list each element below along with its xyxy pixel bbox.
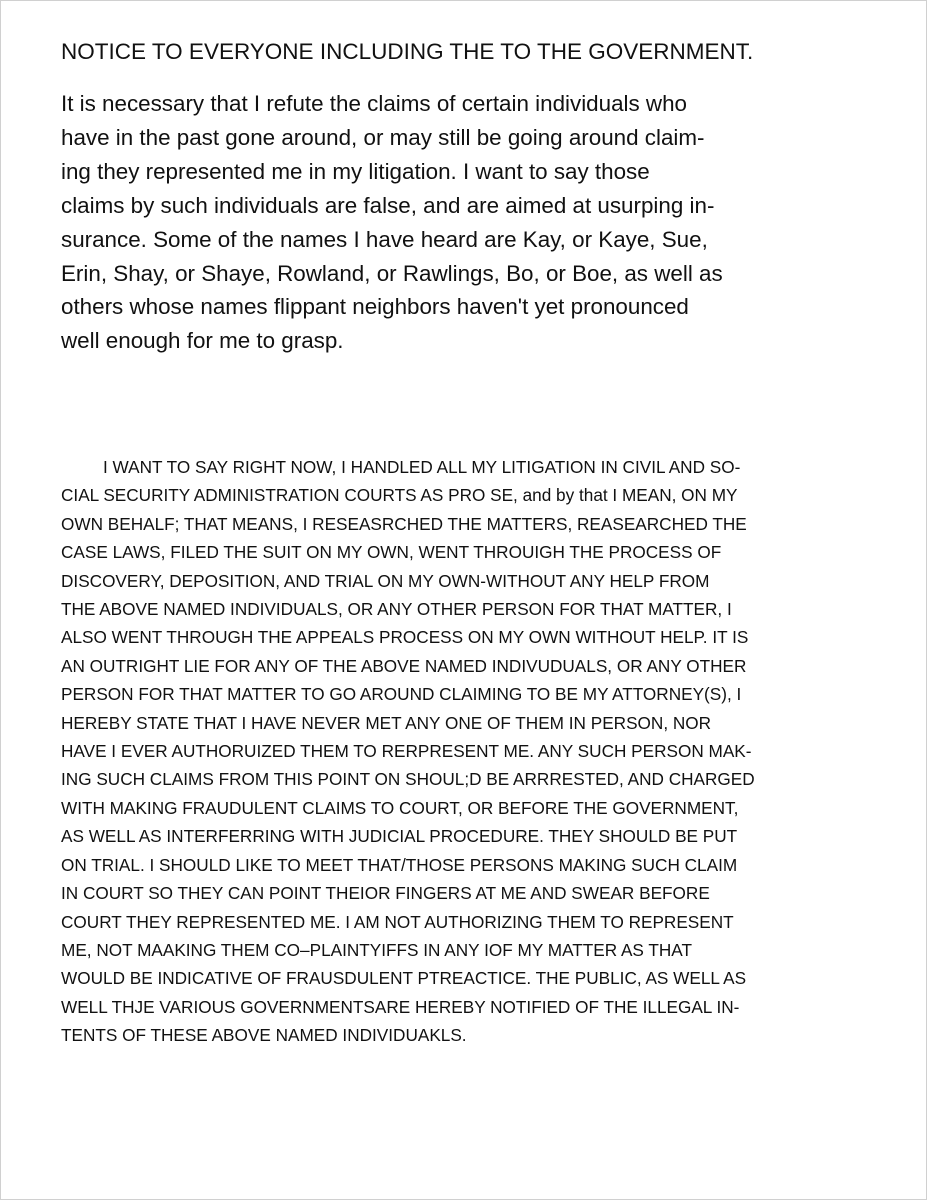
body-line: ME, NOT MAAKING THEM CO–PLAINTYIFFS IN ANY IOF MY MATTER AS THAT xyxy=(61,939,692,960)
body-line: AN OUTRIGHT LIE FOR ANY OF THE ABOVE NAMED INDIVUDUALS, OR ANY OTHER xyxy=(61,655,747,676)
body-line: DISCOVERY, DEPOSITION, AND TRIAL ON MY OWN-WITHOUT ANY HELP FROM xyxy=(61,570,710,591)
notice-title: NOTICE TO EVERYONE INCLUDING THE TO THE GOVERNMENT. xyxy=(61,39,754,64)
body-line: HAVE I EVER AUTHORUIZED THEM TO RERPRESENT ME. ANY SUCH PERSON MAK- xyxy=(61,741,752,762)
lead-paragraph xyxy=(61,87,861,358)
body-line: ING SUCH CLAIMS FROM THIS POINT ON SHOUL;D BE ARRRESTED, AND CHARGED xyxy=(61,769,755,790)
lead-line: others whose names flippant neighbors haven't yet pronounced xyxy=(61,294,689,320)
body-line: ON TRIAL. I SHOULD LIKE TO MEET THAT/THOSE PERSONS MAKING SUCH CLAIM xyxy=(61,854,738,875)
body-paragraph xyxy=(61,453,881,1050)
lead-line: Erin, Shay, or Shaye, Rowland, or Rawlings, Bo, or Boe, as well as xyxy=(61,260,723,286)
body-line: COURT THEY REPRESENTED ME. I AM NOT AUTHORIZING THEM TO REPRESENT xyxy=(61,911,734,932)
body-line: CASE LAWS, FILED THE SUIT ON MY OWN, WENT THROUIGH THE PROCESS OF xyxy=(61,542,722,563)
body-line: OWN BEHALF; THAT MEANS, I RESEASRCHED THE MATTERS, REASEARCHED THE xyxy=(61,513,747,534)
body-line: TENTS OF THESE ABOVE NAMED INDIVIDUAKLS. xyxy=(61,1025,467,1046)
body-line: WELL THJE VARIOUS GOVERNMENTSARE HEREBY NOTIFIED OF THE ILLEGAL IN- xyxy=(61,996,740,1017)
body-line: IN COURT SO THEY CAN POINT THEIOR FINGERS AT ME AND SWEAR BEFORE xyxy=(61,883,710,904)
lead-line: well enough for me to grasp. xyxy=(61,328,344,354)
lead-line: have in the past gone around, or may still be going around claim- xyxy=(61,124,705,150)
body-line: ALSO WENT THROUGH THE APPEALS PROCESS ON MY OWN WITHOUT HELP. IT IS xyxy=(61,627,749,648)
lead-line: claims by such individuals are false, and are aimed at usurping in- xyxy=(61,192,715,218)
body-line: WITH MAKING FRAUDULENT CLAIMS TO COURT, OR BEFORE THE GOVERNMENT, xyxy=(61,797,739,818)
body-line: CIAL SECURITY ADMINISTRATION COURTS AS PRO SE, and by that I MEAN, ON MY xyxy=(61,485,738,506)
body-line: PERSON FOR THAT MATTER TO GO AROUND CLAIMING TO BE MY ATTORNEY(S), I xyxy=(61,684,742,705)
lead-line: ing they represented me in my litigation. I want to say those xyxy=(61,158,650,184)
lead-line: It is necessary that I refute the claims of certain individuals who xyxy=(61,91,687,116)
body-line: THE ABOVE NAMED INDIVIDUALS, OR ANY OTHER PERSON FOR THAT MATTER, I xyxy=(61,599,732,620)
body-line: HEREBY STATE THAT I HAVE NEVER MET ANY ONE OF THEM IN PERSON, NOR xyxy=(61,712,712,733)
lead-line: surance. Some of the names I have heard are Kay, or Kaye, Sue, xyxy=(61,226,708,252)
body-line: I WANT TO SAY RIGHT NOW, I HANDLED ALL MY LITIGATION IN CIVIL AND SO- xyxy=(103,457,741,477)
body-line: WOULD BE INDICATIVE OF FRAUSDULENT PTREACTICE. THE PUBLIC, AS WELL AS xyxy=(61,968,747,989)
body-line: AS WELL AS INTERFERRING WITH JUDICIAL PROCEDURE. THEY SHOULD BE PUT xyxy=(61,826,738,847)
